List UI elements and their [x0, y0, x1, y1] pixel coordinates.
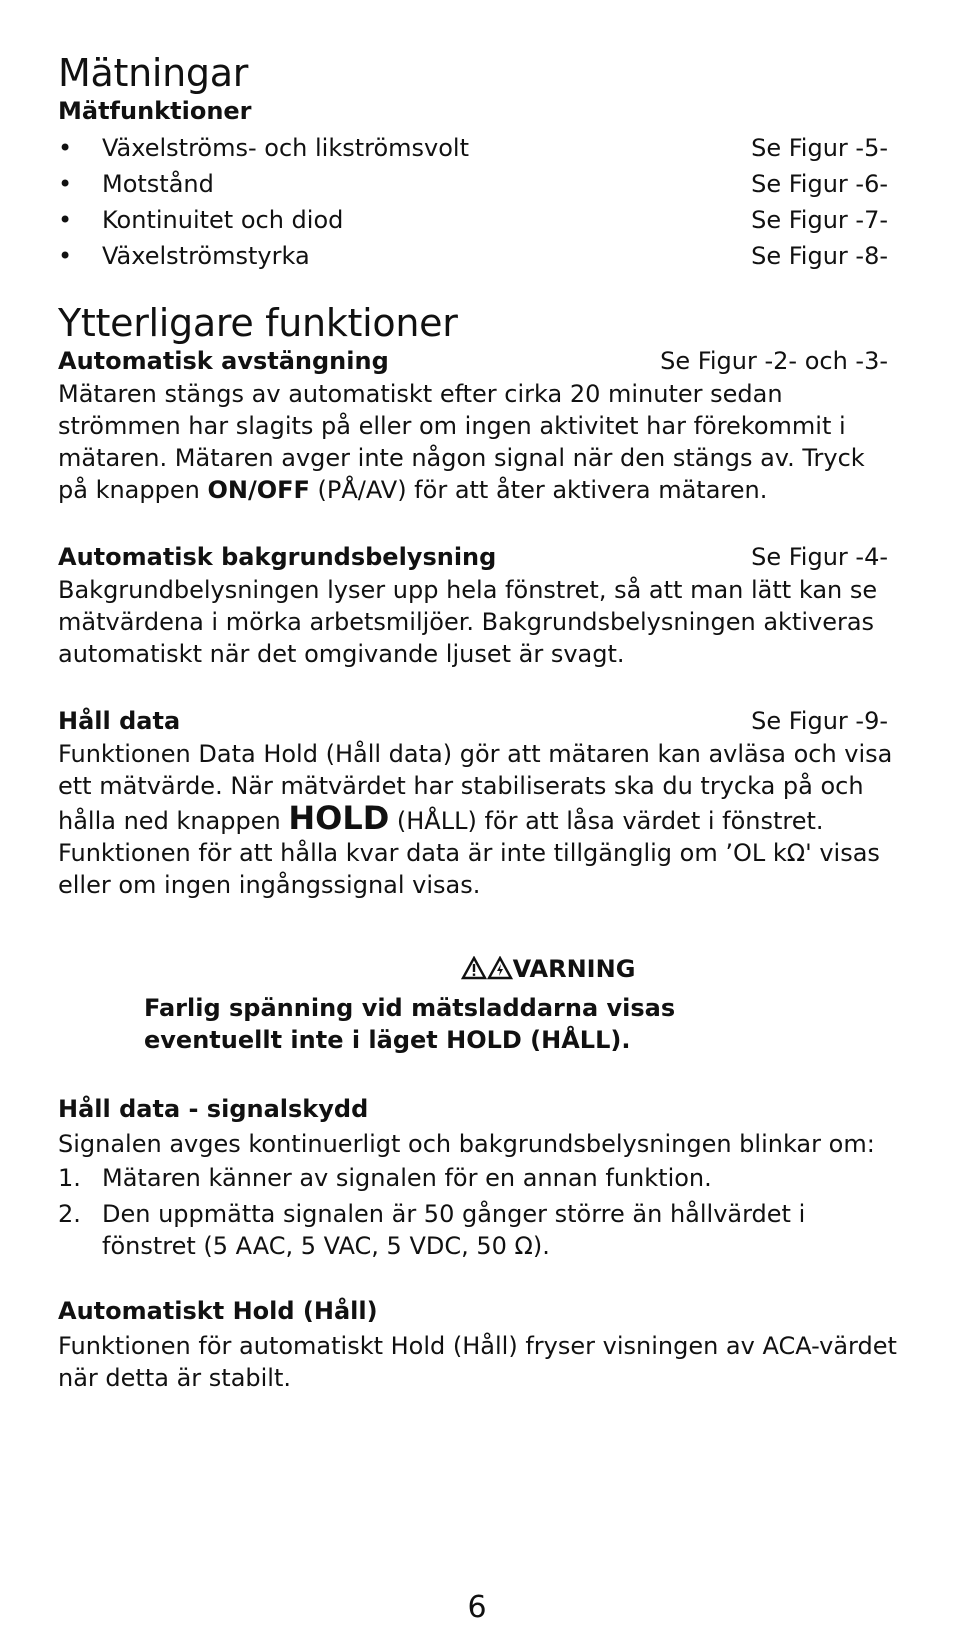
- warning-triangle-icon: [461, 956, 487, 988]
- list-number: 1.: [58, 1164, 81, 1192]
- list-item: [58, 1198, 898, 1262]
- backlight-heading: Automatisk bakgrundsbelysning: [58, 543, 497, 571]
- list-item-label: Växelströmstyrka: [102, 242, 310, 270]
- subtitle-measurement-functions: Mätfunktioner: [58, 97, 252, 125]
- high-voltage-triangle-icon: [487, 956, 513, 988]
- auto-hold-heading: Automatiskt Hold (Håll): [58, 1297, 378, 1325]
- section-title-additional-functions: Ytterligare funktioner: [58, 301, 458, 345]
- figure-ref: Se Figur -2- och -3-: [660, 347, 888, 375]
- backlight-heading-row: [58, 542, 888, 572]
- on-off-label: ON/OFF: [207, 476, 310, 504]
- bullet: •: [58, 170, 73, 198]
- page-number: 6: [467, 1590, 487, 1625]
- text-run: (HÅLL) för att låsa värdet i fönstret. Funktionen för att hålla kvar data är inte tillgänglig om ’OL kΩ' visas eller om ingen ingångssignal visas.: [58, 807, 880, 899]
- list-item: [58, 1162, 898, 1194]
- auto-off-heading: Automatisk avstängning: [58, 347, 389, 375]
- figure-ref: Se Figur -4-: [751, 543, 888, 571]
- list-item-text: Mätaren känner av signalen för en annan funktion.: [102, 1164, 712, 1192]
- hold-heading-row: [58, 706, 888, 736]
- hold-signal-heading: Håll data - signalskydd: [58, 1095, 369, 1123]
- text-run: Mätaren stängs av automatiskt efter cirka 20 minuter sedan strömmen har slagits på eller om ingen aktivitet har förekommit i mätaren. Mätaren avger inte någon signal när den stängs av. Tryck på knappen: [58, 380, 865, 504]
- list-item-text: Den uppmätta signalen är 50 gånger större än hållvärdet i fönstret (5 AAC, 5 VAC, 5 VDC, 50 Ω).: [102, 1200, 806, 1260]
- manual-page: [58, 50, 898, 1394]
- figure-ref: Se Figur -5-: [751, 134, 888, 162]
- hold-signal-list: [58, 1162, 898, 1262]
- figure-ref: Se Figur -9-: [751, 707, 888, 735]
- list-item-label: Växelströms- och likströmsvolt: [102, 134, 470, 162]
- list-item-label: Kontinuitet och diod: [102, 206, 344, 234]
- backlight-paragraph: Bakgrundbelysningen lyser upp hela fönstret, så att man lätt kan se mätvärdena i mörka arbetsmiljöer. Bakgrundsbelysningen aktiveras automatiskt när det omgivande ljuset är svagt.: [58, 576, 878, 668]
- text-run: Funktionen Data Hold (Håll data) gör att mätaren kan avläsa och visa ett mätvärde. När mätvärdet har stabiliserats ska du trycka på och hålla ned knappen: [58, 740, 893, 835]
- list-number: 2.: [58, 1200, 81, 1228]
- figure-ref: Se Figur -8-: [751, 242, 888, 270]
- warning-label: VARNING: [512, 955, 636, 983]
- hold-signal-intro: Signalen avges kontinuerligt och bakgrundsbelysningen blinkar om:: [58, 1130, 875, 1158]
- section-title-measurements: Mätningar: [58, 51, 249, 95]
- warning-heading: [58, 953, 898, 988]
- auto-off-paragraph: [58, 378, 898, 506]
- auto-hold-paragraph: Funktionen för automatiskt Hold (Håll) fryser visningen av ACA-värdet när detta är stabilt.: [58, 1332, 897, 1392]
- figure-ref: Se Figur -7-: [751, 206, 888, 234]
- bullet: •: [58, 134, 73, 162]
- figure-ref: Se Figur -6-: [751, 170, 888, 198]
- warning-text: Farlig spänning vid mätsladdarna visas eventuellt inte i läget HOLD (HÅLL).: [144, 994, 676, 1054]
- measurement-function-list: [58, 130, 888, 274]
- list-item: [58, 202, 888, 238]
- hold-paragraph: [58, 738, 898, 901]
- bullet: •: [58, 242, 73, 270]
- hold-heading: Håll data: [58, 707, 181, 735]
- list-item: [58, 130, 888, 166]
- list-item: [58, 238, 888, 274]
- auto-off-heading-row: [58, 346, 888, 376]
- text-run: (PÅ/AV) för att åter aktivera mätaren.: [309, 476, 768, 504]
- hold-button-label: HOLD: [288, 799, 390, 837]
- list-item-label: Motstånd: [102, 170, 214, 198]
- list-item: [58, 166, 888, 202]
- bullet: •: [58, 206, 73, 234]
